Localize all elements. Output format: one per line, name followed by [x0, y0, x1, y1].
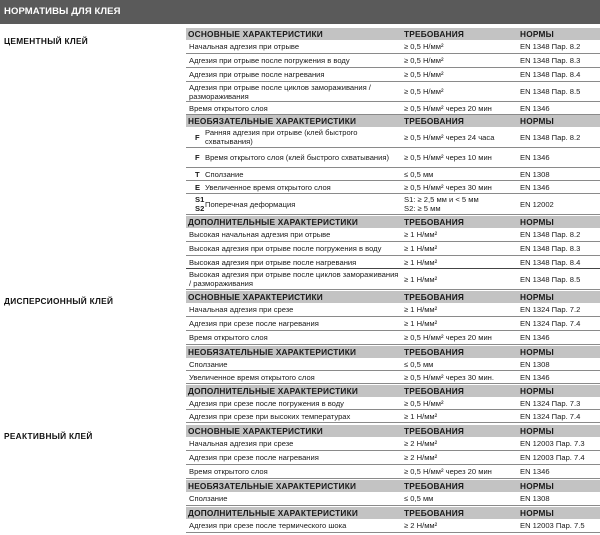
table-row: E Увеличенное время открытого слоя ≥ 0,5 Н/мм² через 30 мин EN 1346	[186, 181, 600, 194]
section-reactive: РЕАКТИВНЫЙ КЛЕЙ	[4, 431, 93, 441]
table-row: Увеличенное время открытого слоя ≥ 0,5 Н/мм² через 30 мин. EN 1346	[186, 371, 600, 384]
page-title: НОРМАТИВЫ ДЛЯ КЛЕЯ	[0, 0, 600, 24]
table-row: Высокая адгезия при отрыве после циклов замораживания / размораживания ≥ 1 Н/мм² EN 1348 Пар. 8.5	[186, 269, 600, 290]
table-row: Адгезия при срезе после нагревания ≥ 1 Н/мм² EN 1324 Пар. 7.4	[186, 317, 600, 331]
table-row: F Ранняя адгезия при отрыве (клей быстрого схватывания) ≥ 0,5 Н/мм² через 24 часа EN 1348 Пар. 8.2	[186, 127, 600, 148]
table-row: Адгезия при срезе после погружения в воду ≥ 0,5 Н/мм² EN 1324 Пар. 7.3	[186, 397, 600, 410]
table-row: Время открытого слоя ≥ 0,5 Н/мм² через 20 мин EN 1346	[186, 331, 600, 345]
table-row: Высокая адгезия при отрыве после нагревания ≥ 1 Н/мм² EN 1348 Пар. 8.4	[186, 256, 600, 269]
table-row: Адгезия при срезе после нагревания ≥ 2 Н/мм² EN 12003 Пар. 7.4	[186, 451, 600, 465]
table-row: Начальная адгезия при срезе ≥ 2 Н/мм² EN 12003 Пар. 7.3	[186, 437, 600, 451]
table-header: ДОПОЛНИТЕЛЬНЫЕ ХАРАКТЕРИСТИКИ ТРЕБОВАНИЯ НОРМЫ	[186, 216, 600, 228]
table-row: Сползание ≤ 0,5 мм EN 1308	[186, 358, 600, 371]
table-row: F Время открытого слоя (клей быстрого схватывания) ≥ 0,5 Н/мм² через 10 мин EN 1346	[186, 148, 600, 168]
table-row: Сползание ≤ 0,5 мм EN 1308	[186, 492, 600, 506]
table-row: Время открытого слоя ≥ 0,5 Н/мм² через 20 мин EN 1346	[186, 465, 600, 479]
section-cement: ЦЕМЕНТНЫЙ КЛЕЙ	[4, 36, 89, 46]
table-header: ОСНОВНЫЕ ХАРАКТЕРИСТИКИ ТРЕБОВАНИЯ НОРМЫ	[186, 425, 600, 437]
table-row: T Сползание ≤ 0,5 мм EN 1308	[186, 168, 600, 181]
table-row: Адгезия при срезе при высоких температурах ≥ 1 Н/мм² EN 1324 Пар. 7.4	[186, 410, 600, 423]
table-row: Начальная адгезия при срезе ≥ 1 Н/мм² EN 1324 Пар. 7.2	[186, 303, 600, 317]
table-header: ОСНОВНЫЕ ХАРАКТЕРИСТИКИ ТРЕБОВАНИЯ НОРМЫ	[186, 291, 600, 303]
table-row: Адгезия при отрыве после циклов замораживания / размораживания ≥ 0,5 Н/мм² EN 1348 Пар. 8.5	[186, 82, 600, 102]
table-header: НЕОБЯЗАТЕЛЬНЫЕ ХАРАКТЕРИСТИКИ ТРЕБОВАНИЯ НОРМЫ	[186, 346, 600, 358]
table-row: Адгезия при отрыве после погружения в воду ≥ 0,5 Н/мм² EN 1348 Пар. 8.3	[186, 54, 600, 68]
table-header: НЕОБЯЗАТЕЛЬНЫЕ ХАРАКТЕРИСТИКИ ТРЕБОВАНИЯ НОРМЫ	[186, 115, 600, 127]
table-header: НЕОБЯЗАТЕЛЬНЫЕ ХАРАКТЕРИСТИКИ ТРЕБОВАНИЯ НОРМЫ	[186, 480, 600, 492]
section-dispersion: ДИСПЕРСИОННЫЙ КЛЕЙ	[4, 296, 114, 306]
table-header: ДОПОЛНИТЕЛЬНЫЕ ХАРАКТЕРИСТИКИ ТРЕБОВАНИЯ НОРМЫ	[186, 507, 600, 519]
table-header: ОСНОВНЫЕ ХАРАКТЕРИСТИКИ ТРЕБОВАНИЯ НОРМЫ	[186, 28, 600, 40]
table-row: Высокая адгезия при отрыве после погружения в воду ≥ 1 Н/мм² EN 1348 Пар. 8.3	[186, 242, 600, 256]
table-header: ДОПОЛНИТЕЛЬНЫЕ ХАРАКТЕРИСТИКИ ТРЕБОВАНИЯ НОРМЫ	[186, 385, 600, 397]
table-row: Начальная адгезия при отрыве ≥ 0,5 Н/мм² EN 1348 Пар. 8.2	[186, 40, 600, 54]
table-row: Высокая начальная адгезия при отрыве ≥ 1 Н/мм² EN 1348 Пар. 8.2	[186, 228, 600, 242]
table-row: S1 S2 Поперечная деформация S1: ≥ 2,5 мм и < 5 мм S2: ≥ 5 мм EN 12002	[186, 194, 600, 215]
table-row: Адгезия при срезе после термического шока ≥ 2 Н/мм² EN 12003 Пар. 7.5	[186, 519, 600, 533]
table-row: Время открытого слоя ≥ 0,5 Н/мм² через 20 мин EN 1346	[186, 102, 600, 115]
table-row: Адгезия при отрыве после нагревания ≥ 0,5 Н/мм² EN 1348 Пар. 8.4	[186, 68, 600, 82]
